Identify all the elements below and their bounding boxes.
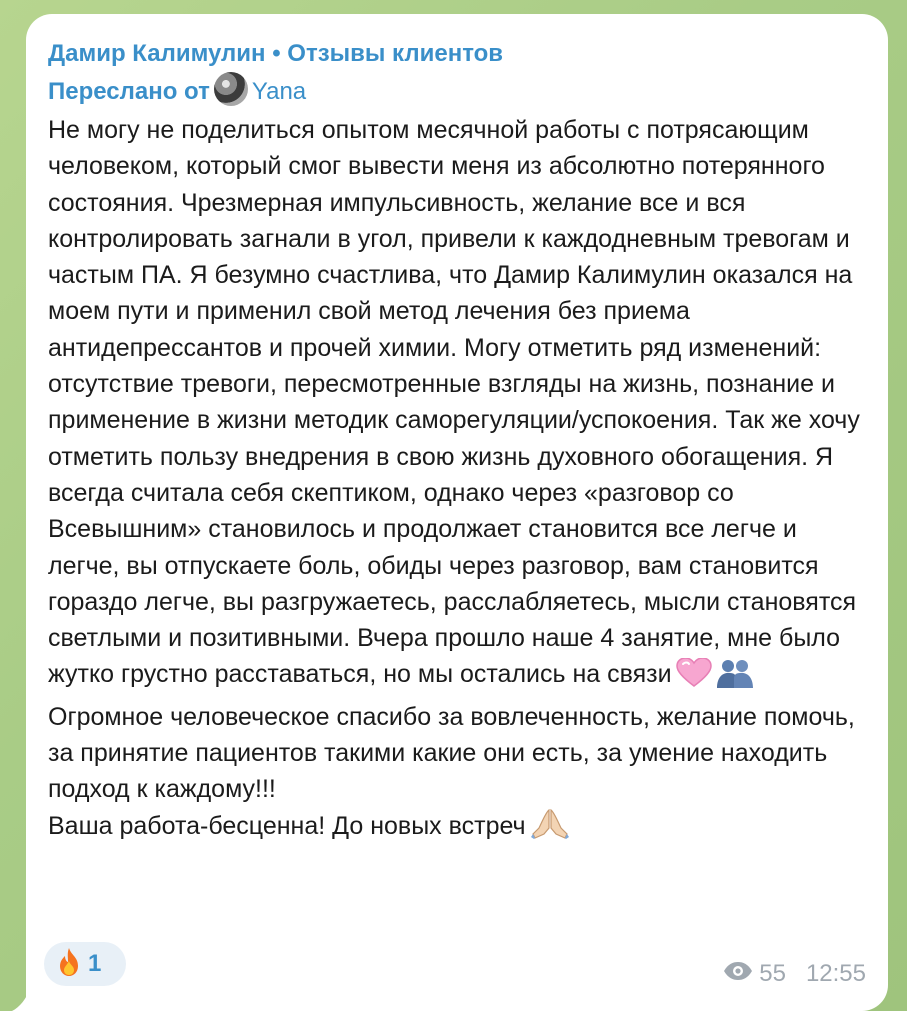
hugging-people-icon xyxy=(716,658,754,698)
message-bubble[interactable] xyxy=(26,14,888,1011)
forwarded-prefix: Переслано от xyxy=(48,78,210,105)
views-eye-icon xyxy=(723,960,753,988)
reaction-chip[interactable] xyxy=(44,942,126,986)
forwarded-name[interactable]: Yana xyxy=(251,78,307,105)
praying-hands-icon xyxy=(530,808,570,850)
paragraph-text: Не могу не поделиться опытом месячной работы с потрясающим человеком, который смог вывести меня из абсолютно потерянного состояния. Чрезмерная импульсивность, желание все и вся контролировать загнали в угол, привели к каждодневным тревогам и частым ПА. Я безумно счастлива, что Дамир Калимулин оказался на моем пути и применил свой метод лечения без приема антидепрессантов и прочей химии. Могу отметить ряд изменений: отсутствие тревоги, пересмотренные взгляды на жизнь, познание и применение в жизни методик саморегуляции/успокоения. Так же хочу отметить пользу внедрения в свою жизнь духовного обогащения. Я всегда считала себя скептиком, однако через «разговор со Всевышним» становилось и продолжает становится все легче и легче, вы отпускаете боль, обиды через разговор, вам становится гораздо легче, вы разгружаетесь, расслабляетесь, мысли становятся светлыми и позитивными. Вчера прошло наше 4 занятие, мне было жутко грустно расставаться, но мы остались на связи xyxy=(48,116,860,689)
message-text xyxy=(48,112,864,850)
reaction-count: 1 xyxy=(88,950,102,977)
paragraph-text: Ваша работа-бесценна! До новых встреч xyxy=(48,811,526,840)
message-paragraph xyxy=(48,808,864,850)
fire-icon xyxy=(56,947,82,982)
views-count: 55 xyxy=(759,960,786,987)
forwarded-header[interactable] xyxy=(48,72,864,110)
pink-heart-icon xyxy=(676,658,712,698)
forwarded-avatar[interactable] xyxy=(214,72,248,106)
bubble-tail xyxy=(12,989,30,1011)
message-paragraph: Огромное человеческое спасибо за вовлеченность, желание помочь, за принятие пациентов такими какие они есть, за умение находить подход к каждому!!! xyxy=(48,702,855,804)
message-paragraph xyxy=(48,112,864,699)
message-meta xyxy=(723,960,866,988)
message-time: 12:55 xyxy=(805,960,866,987)
channel-title[interactable]: Дамир Калимулин • Отзывы клиентов xyxy=(48,40,504,67)
